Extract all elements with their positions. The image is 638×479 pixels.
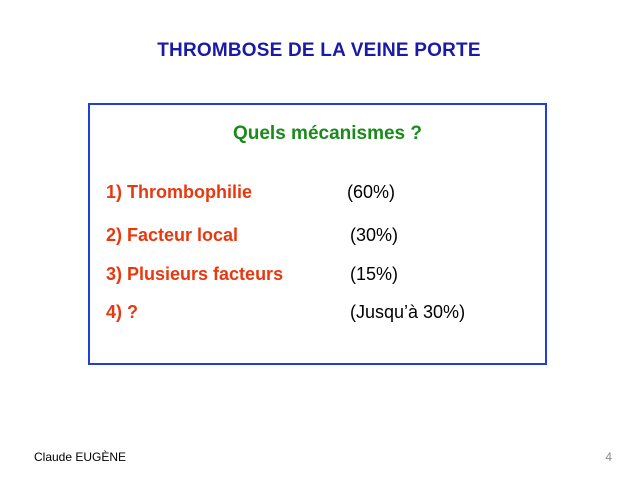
page-number: 4 — [605, 450, 612, 464]
mechanism-item-4: 4) ? — [106, 302, 139, 322]
footer-author: Claude EUGÈNE — [34, 450, 127, 464]
mechanisms-box — [88, 103, 547, 365]
mechanism-item-3: 3) Plusieurs facteurs — [106, 264, 284, 284]
mechanism-value-4: (Jusqu’à 30%) — [350, 302, 466, 322]
mechanism-value-2: (30%) — [350, 225, 399, 245]
mechanism-value-1: (60%) — [347, 182, 396, 202]
mechanism-item-1: 1) Thrombophilie — [106, 182, 252, 202]
slide-title: THROMBOSE DE LA VEINE PORTE — [157, 40, 481, 61]
box-subtitle: Quels mécanismes ? — [232, 123, 423, 144]
mechanism-value-3: (15%) — [350, 264, 399, 284]
mechanism-item-2: 2) Facteur local — [106, 225, 239, 245]
